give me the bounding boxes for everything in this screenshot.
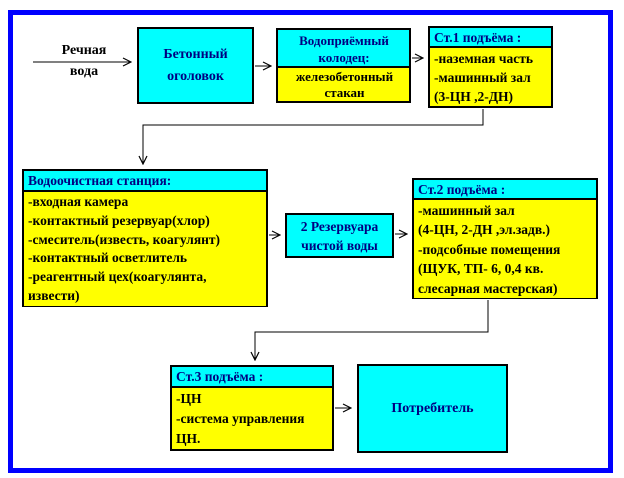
box-body-line: стакан: [324, 85, 365, 100]
box-body: [24, 192, 266, 306]
box-header: Водоочистная станция:: [24, 171, 266, 192]
box-body-line: (ЩУК, ТП- 6, 0,4 кв.: [418, 261, 544, 277]
box-body: [278, 68, 409, 101]
source-label-water: вода: [69, 64, 99, 79]
box-body-line: -ЦН: [176, 391, 202, 406]
box-body-line: железобетонный: [295, 69, 394, 84]
box-header-line: колодец:: [318, 50, 370, 65]
box-body-line: -контактный резервуар(хлор): [28, 212, 210, 228]
box-body-line: извести): [28, 287, 80, 303]
box-consumer: [357, 364, 508, 453]
box-body-line: -реагентный цех(коагулянта,: [28, 269, 207, 285]
box-water-treatment-station: [22, 169, 268, 307]
box-body-line: -наземная часть: [434, 51, 533, 66]
box-body-line: -подсобные помещения: [418, 241, 561, 257]
box-body: [172, 388, 332, 449]
box-clean-water-reservoirs: [285, 213, 394, 258]
box-header-line: Водоприёмный: [299, 33, 389, 48]
box-body-line: -машинный зал: [418, 203, 515, 218]
source-label-river: Речная: [61, 43, 107, 58]
box-body-line: (4-ЦН, 2-ДН ,эл.задв.): [418, 222, 550, 238]
box-title-line: оголовок: [167, 68, 224, 84]
box-water-intake-well: [276, 28, 411, 103]
box-title-line: Потребитель: [391, 400, 474, 416]
box-title-line: Бетонный: [163, 46, 228, 62]
box-body: [414, 200, 596, 298]
box-title-line: чистой воды: [301, 237, 378, 253]
box-body-line: -входная камера: [28, 194, 129, 209]
box-lift-station-1: [428, 26, 553, 108]
box-body-line: слесарная мастерская): [418, 280, 558, 296]
box-header: Ст.2 подъёма :: [414, 180, 596, 200]
box-body-line: -система управления: [176, 411, 305, 426]
box-header: Ст.1 подъёма :: [430, 28, 551, 48]
box-title-line: 2 Резервуара: [300, 218, 379, 234]
box-body: [430, 48, 551, 106]
box-body-line: -машинный зал: [434, 70, 531, 85]
box-body-line: -смеситель(известь, коагулянт): [28, 231, 221, 247]
box-body-line: ЦН.: [176, 431, 201, 446]
box-header: Ст.3 подъёма :: [172, 367, 332, 388]
box-lift-station-3: [170, 365, 334, 451]
box-header: [278, 30, 409, 68]
box-body-line: (3-ЦН ,2-ДН): [434, 89, 514, 104]
box-lift-station-2: [412, 178, 598, 299]
box-concrete-intake-head: [137, 27, 254, 104]
box-body-line: -контактный осветлитель: [28, 250, 188, 266]
